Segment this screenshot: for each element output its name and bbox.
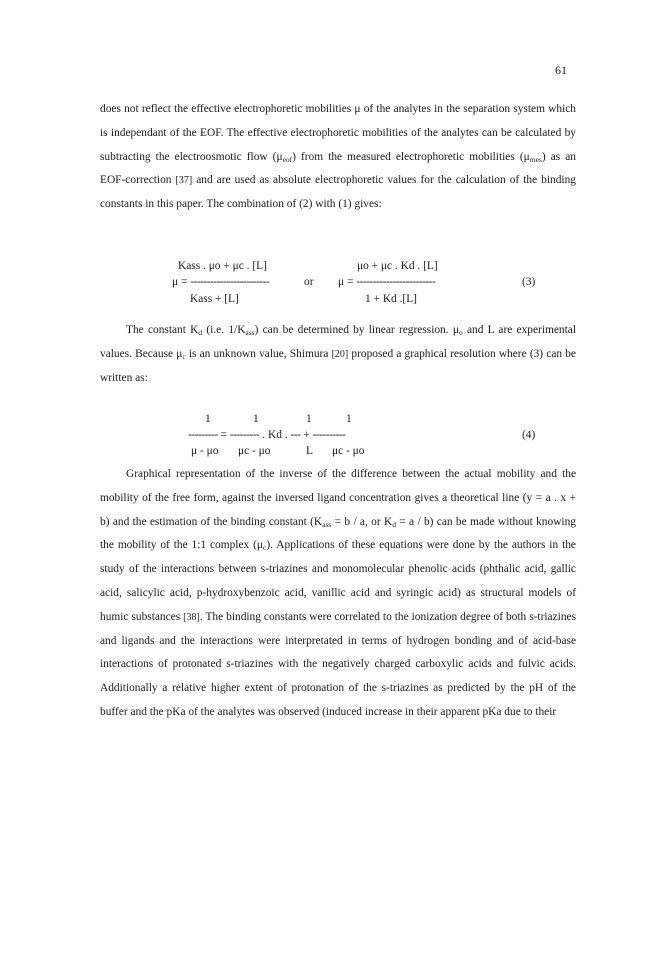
paragraph-2 (100, 319, 576, 390)
text: ) can be determined by linear regression. μ (254, 324, 459, 336)
subscript: d (392, 519, 396, 529)
eq3-right-denominator: 1 + Kd .[L] (365, 293, 417, 305)
text: and L are experimental values. Because μ (100, 324, 577, 360)
text: The constant K (126, 324, 199, 336)
text: ) from the measured electrophoretic mobilities (μ (292, 150, 530, 163)
eq4-numerator: 1 (205, 413, 211, 425)
paragraph-1 (100, 98, 576, 217)
fraction-bar: ------------------------ (190, 276, 270, 288)
fraction-bar: --- (290, 429, 301, 441)
text: proposed a graphical resolution where (3) can be written as: (100, 347, 576, 384)
fraction-bar: --------- (229, 429, 260, 441)
text: = b / a, or K (331, 515, 393, 528)
subscript: c (263, 543, 267, 553)
kd-factor: . Kd . (262, 429, 288, 441)
text: ). Applications of these equations were done by the authors in the study of the interactions between s-triazines and monomolecular phenolic acids (phthalic acid, gallic acid, salicylic acid, p-hydroxybenzoic acid, vanillic acid and syringic acid) as structural models of humic substances (100, 539, 576, 623)
text: and are used as absolute electrophoretic values for the calculation of the binding constants in this paper. The combination of (2) with (1) gives: (100, 174, 576, 211)
citation: [38] (183, 611, 200, 623)
fraction-bar: ---------- (312, 429, 346, 441)
text: = a / b) can be made without knowing the mobility of the 1:1 complex (μ (100, 515, 576, 552)
eq4-numerator: 1 (346, 413, 352, 425)
text: is an unknown value, Shimura (185, 347, 332, 360)
eq3-right-fraction (338, 276, 435, 288)
subscript: ass (322, 519, 332, 529)
eq4-denominator: L (306, 445, 313, 457)
text: . The binding constants were correlated to the ionization degree of both s-triazines and ligands and the interactions were interpretated in terms of hydrogen bonding and of acid-base interactions of protonated s-triazines with the negatively charged carboxylic acids and fulvic acids. Additionally a relative higher extent of protonation of the s-triazines as predicted by the pH of the buffer and the pKa of the analytes was observed (induced increase in their apparent pKa due to their (100, 610, 577, 718)
eq3-or: or (304, 276, 314, 288)
eq4-denominator: μc - μo (332, 445, 365, 457)
text: (i.e. 1/K (202, 324, 246, 336)
text: does not reflect the effective electrophoretic mobilities μ of the analytes in the separation system which is independant of the EOF. The effective electrophoretic mobilities of the analytes can be calculated by subtracting the electroosmotic flow (μ (100, 103, 576, 163)
citation: [37] (175, 175, 193, 187)
subscript: eof (282, 154, 293, 164)
citation: [20] (331, 348, 349, 360)
equation-number: (3) (522, 276, 536, 288)
eq4-numerator: 1 (306, 413, 312, 425)
page-number: 61 (555, 63, 567, 77)
text: ) as an EOF-correction (100, 150, 576, 187)
eq3-left-numerator: Kass . μo + μc . [L] (178, 260, 267, 272)
eq3-left-denominator: Kass + [L] (190, 293, 239, 305)
subscript: ass (245, 328, 255, 337)
eq3-right-numerator: μo + μc . Kd . [L] (357, 260, 438, 272)
plus-sign: + (303, 429, 310, 441)
paragraph-3 (100, 463, 576, 725)
subscript: c (182, 351, 186, 361)
subscript: mes (529, 154, 542, 164)
equals-sign: = (220, 429, 227, 441)
eq4-denominator: μc - μo (238, 445, 271, 457)
eq3-left-fraction (172, 276, 269, 288)
fraction-bar: --------- (188, 429, 218, 441)
eq4-numerator: 1 (253, 413, 259, 425)
mu-symbol: μ = (338, 276, 357, 288)
eq4-denominator: μ - μo (191, 445, 219, 457)
eq4-fraction-bars (188, 429, 345, 441)
subscript: d (198, 328, 203, 337)
mu-symbol: μ = (172, 276, 191, 288)
fraction-bar: ------------------------ (356, 276, 436, 288)
equation-number: (4) (522, 429, 536, 441)
text: Graphical representation of the inverse of the difference between the actual mobility and the mobility of the free form, against the inversed ligand concentration gives a theoretical line (y = a . x + b) and the estimation of the binding constant (K (100, 468, 576, 528)
subscript: o (458, 328, 463, 337)
